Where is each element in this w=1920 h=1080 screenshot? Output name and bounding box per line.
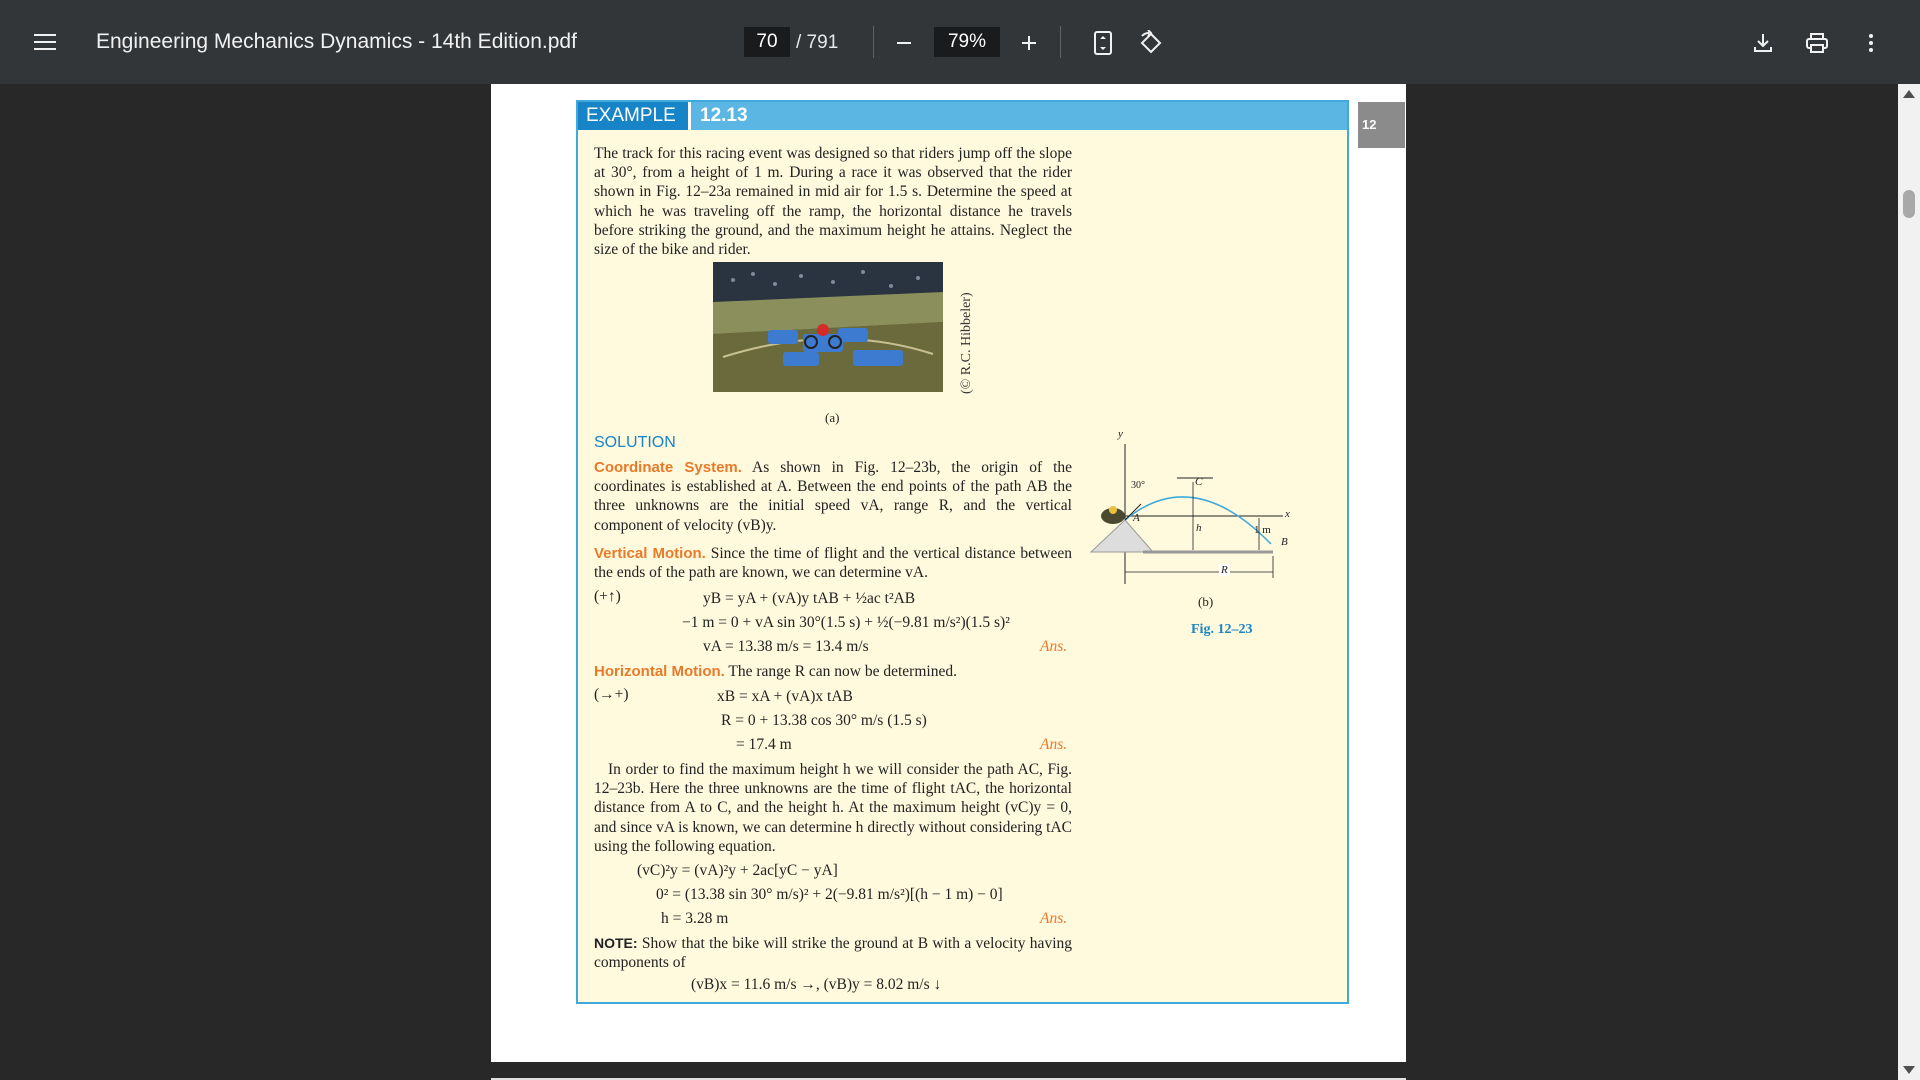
diagram-x-label: x: [1285, 508, 1290, 520]
fit-page-icon[interactable]: [1086, 26, 1120, 60]
horizontal-heading: Horizontal Motion.: [594, 663, 725, 680]
print-icon[interactable]: [1800, 26, 1834, 60]
page-number-input[interactable]: 70: [744, 27, 790, 57]
note-text: Show that the bike will strike the ground at B with a velocity having components of: [594, 935, 1072, 972]
horizontal-equation-2: R = 0 + 13.38 cos 30° m/s (1.5 s): [721, 712, 927, 729]
coordinate-heading: Coordinate System.: [594, 459, 742, 476]
answer-label: Ans.: [1040, 736, 1068, 753]
diagram-h-label: h: [1196, 522, 1202, 534]
photo-credit: (© R.C. Hibbeler): [959, 292, 974, 394]
document-title: Engineering Mechanics Dynamics - 14th Edition.pdf: [96, 30, 577, 53]
rider-photo: [713, 262, 943, 392]
vertical-heading: Vertical Motion.: [594, 545, 706, 562]
horizontal-equation-3: = 17.4 m: [736, 736, 792, 753]
menu-icon[interactable]: [34, 26, 62, 58]
trajectory-diagram: [1083, 424, 1333, 604]
diagram-point-c: C: [1195, 476, 1203, 488]
photo-caption: (a): [825, 410, 840, 425]
vertical-sign: (+↑): [594, 588, 621, 605]
diagram-y-label: y: [1118, 428, 1123, 440]
vertical-equation-1: yB = yA + (vA)y tAB + ½ac t²AB: [703, 590, 916, 607]
figure-caption: Fig. 12–23: [1191, 622, 1253, 637]
vertical-equation-3: vA = 13.38 m/s = 13.4 m/s: [703, 638, 869, 655]
diagram-caption: (b): [1198, 594, 1214, 609]
chapter-tab: 12: [1358, 102, 1405, 148]
zoom-level-input[interactable]: 79%: [934, 27, 1000, 57]
vertical-scrollbar[interactable]: [1898, 84, 1920, 1080]
rider-helmet: [1109, 506, 1117, 514]
diagram-angle-label: 30°: [1131, 480, 1145, 491]
problem-statement: The track for this racing event was designed so that riders jump off the slope at 30°, from a height of 1 m. During a race it was observed that the rider shown in Fig. 12–23a remained in mid air for 1.5 s. Determine the speed at which he was traveling off the ramp, the horizontal distance he travels before striking the ground, and the maximum height he attains. Neglect the size of the bike and rider.: [594, 145, 1072, 259]
solution-heading: SOLUTION: [594, 434, 676, 451]
horizontal-text: The range R can now be determined.: [728, 663, 957, 680]
ramp: [1091, 520, 1153, 552]
header-divider: [688, 102, 691, 130]
pdf-page: [491, 84, 1406, 1062]
scroll-up-icon[interactable]: [1903, 90, 1915, 98]
more-vert-icon[interactable]: [1854, 26, 1888, 60]
answer-label: Ans.: [1040, 910, 1068, 927]
plus-icon[interactable]: [1012, 26, 1046, 60]
page-total: / 791: [796, 32, 839, 53]
note-label: NOTE:: [594, 935, 638, 951]
toolbar-divider: [1060, 26, 1061, 58]
horizontal-paragraph: [594, 662, 1072, 681]
download-icon[interactable]: [1746, 26, 1780, 60]
minus-icon[interactable]: [887, 26, 921, 60]
note-equation: (vB)x = 11.6 m/s →, (vB)y = 8.02 m/s ↓: [691, 976, 942, 993]
answer-label: Ans.: [1040, 638, 1068, 655]
pdf-viewer[interactable]: [0, 84, 1920, 1080]
diagram-one-m-label: 1 m: [1254, 524, 1271, 536]
coordinate-text: As shown in Fig. 12–23b, the origin of the coordinates is established at A. Between the end points of the path AB the three unknowns are the initial speed vA, range R, and the vertical component of velocity (vB)y.: [594, 459, 1072, 534]
height-equation-1: (vC)²y = (vA)²y + 2ac[yC − yA]: [637, 862, 838, 879]
horizontal-sign: (→+): [594, 686, 629, 703]
coordinate-paragraph: [594, 458, 1072, 535]
height-paragraph: In order to find the maximum height h we will consider the path AC, Fig. 12–23b. Here the three unknowns are the time of flight tAC, the horizontal distance from A to C, and the height h. At the maximum height (vC)y = 0, and since vA is known, we can determine h directly without considering tAC using the following equation.: [594, 761, 1072, 855]
vertical-paragraph: [594, 544, 1072, 582]
diagram-r-label: R: [1221, 564, 1228, 576]
height-equation-3: h = 3.28 m: [661, 910, 729, 927]
scroll-down-icon[interactable]: [1903, 1066, 1915, 1074]
vertical-equation-2: −1 m = 0 + vA sin 30°(1.5 s) + ½(−9.81 m/s²)(1.5 s)²: [682, 614, 1010, 631]
scroll-thumb[interactable]: [1903, 190, 1915, 218]
height-equation-2: 0² = (13.38 sin 30° m/s)² + 2(−9.81 m/s²)[(h − 1 m) − 0]: [656, 886, 1003, 903]
example-header: [578, 102, 1347, 130]
example-label: EXAMPLE: [578, 102, 688, 130]
example-number: 12.13: [700, 105, 748, 126]
diagram-point-a: A: [1133, 512, 1140, 524]
rotate-icon[interactable]: [1134, 26, 1168, 60]
note-paragraph: [594, 934, 1072, 972]
vertical-text: Since the time of flight and the vertical distance between the ends of the path are known, we can determine vA.: [594, 545, 1073, 582]
diagram-point-b: B: [1281, 536, 1288, 548]
trajectory-path: [1125, 497, 1271, 544]
horizontal-equation-1: xB = xA + (vA)x tAB: [717, 688, 853, 705]
pdf-toolbar: [0, 0, 1920, 84]
toolbar-divider: [873, 26, 874, 58]
